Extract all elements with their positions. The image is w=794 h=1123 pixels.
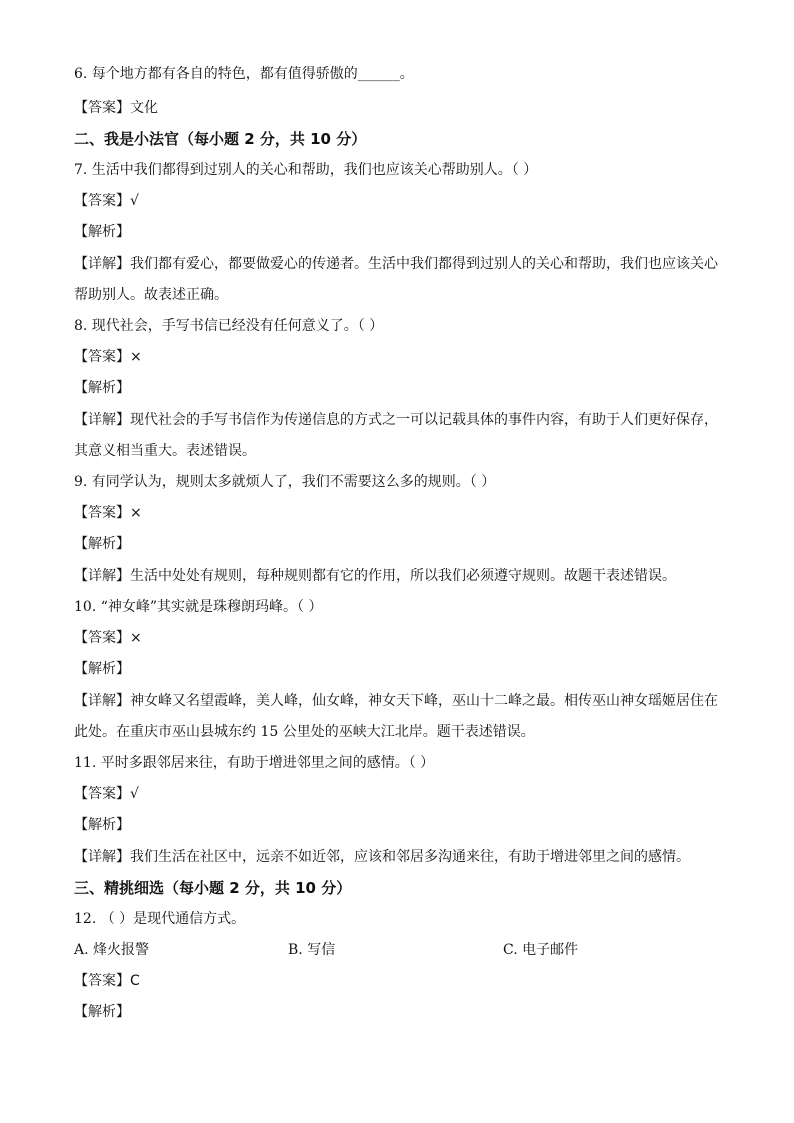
detail-8-line-1: 【详解】现代社会的手写书信作为传递信息的方式之一可以记载具体的事件内容，有助于人们更好保存，	[74, 412, 718, 428]
question-7: 7. 生活中我们都得到过别人的关心和帮助，我们也应该关心帮助别人。（ ）	[74, 162, 538, 178]
answer-11: 【答案】√	[74, 786, 139, 802]
answer-10: 【答案】×	[74, 630, 142, 646]
question-10: 10. “神女峰”其实就是珠穆朗玛峰。（ ）	[74, 599, 323, 615]
question-11: 11. 平时多跟邻居来往，有助于增进邻里之间的感情。（ ）	[74, 755, 435, 771]
analysis-10: 【解析】	[74, 661, 130, 677]
question-6: 6. 每个地方都有各自的特色，都有值得骄傲的______。	[74, 66, 414, 82]
option-c: C. 电子邮件	[503, 942, 579, 958]
detail-11: 【详解】我们生活在社区中，远亲不如近邻，应该和邻居多沟通来往，有助于增进邻里之间的感情。	[74, 849, 690, 865]
analysis-8: 【解析】	[74, 380, 130, 396]
question-8: 8. 现代社会，手写书信已经没有任何意义了。（ ）	[74, 318, 384, 334]
answer-9: 【答案】×	[74, 505, 142, 521]
question-12: 12. （ ）是现代通信方式。	[74, 911, 246, 927]
detail-7-line-1: 【详解】我们都有爱心，都要做爱心的传递者。生活中我们都得到过别人的关心和帮助，我们也应该关心	[74, 256, 718, 272]
question-9: 9. 有同学认为，规则太多就烦人了，我们不需要这么多的规则。（ ）	[74, 474, 496, 490]
analysis-12: 【解析】	[74, 1004, 130, 1020]
option-a: A. 烽火报警	[74, 942, 150, 958]
section-heading-2: 二、我是小法官（每小题 2 分，共 10 分）	[74, 130, 367, 148]
answer-7: 【答案】√	[74, 193, 139, 209]
analysis-7: 【解析】	[74, 224, 130, 240]
analysis-9: 【解析】	[74, 536, 130, 552]
option-b: B. 写信	[288, 942, 336, 958]
detail-10-line-2: 此处。在重庆市巫山县城东约 15 公里处的巫峡大江北岸。题干表述错误。	[74, 724, 535, 740]
detail-7-line-2: 帮助别人。故表述正确。	[74, 287, 228, 303]
answer-12: 【答案】C	[74, 973, 140, 989]
answer-8: 【答案】×	[74, 349, 142, 365]
section-heading-3: 三、精挑细选（每小题 2 分，共 10 分）	[74, 879, 352, 897]
detail-9: 【详解】生活中处处有规则，每种规则都有它的作用，所以我们必须遵守规则。故题干表述错误。	[74, 568, 676, 584]
analysis-11: 【解析】	[74, 817, 130, 833]
answer-6: 【答案】文化	[74, 100, 158, 116]
detail-10-line-1: 【详解】神女峰又名望霞峰，美人峰，仙女峰，神女天下峰，巫山十二峰之最。相传巫山神女瑶姬居住在	[74, 693, 718, 709]
detail-8-line-2: 其意义相当重大。表述错误。	[74, 443, 256, 459]
